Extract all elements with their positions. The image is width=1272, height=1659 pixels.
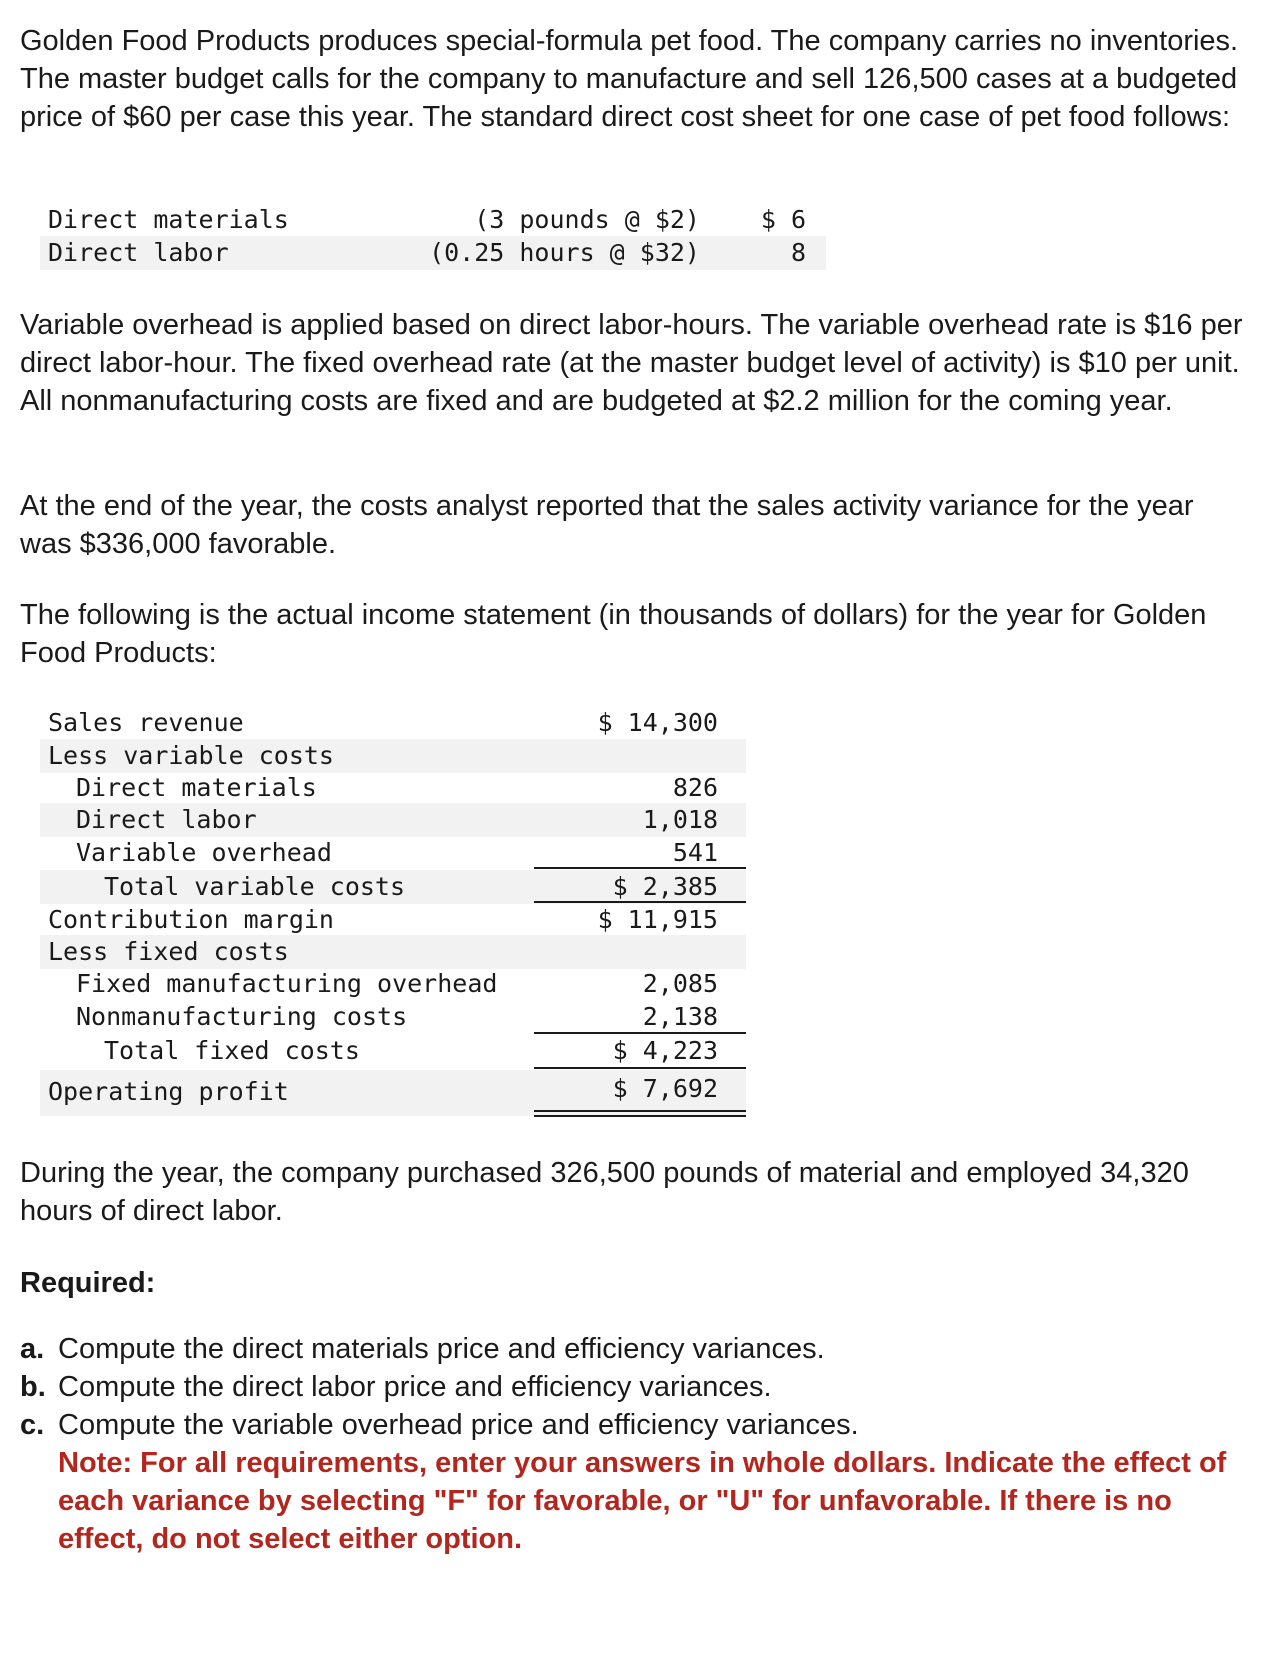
value: $ 14,300 [597, 708, 718, 737]
cost-amount: $ 6 [760, 205, 806, 234]
requirement-letter: b. [20, 1371, 46, 1403]
variance-paragraph: At the end of the year, the costs analyst reported that the sales activity variance for the year was $336,000 favorable. [20, 490, 1194, 560]
value: 826 [672, 773, 718, 802]
row-direct-labor [40, 803, 746, 837]
overhead-paragraph: Variable overhead is applied based on direct labor-hours. The variable overhead rate is $16 per direct labor-hour. The fixed overhead rate (at the master budget level of activity) is $10 per unit. All nonmanufacturing costs are fixed and are budgeted at $2.2 million for the coming year. [20, 309, 1243, 417]
row-less-fixed-costs [40, 935, 746, 969]
label: Sales revenue [48, 708, 244, 737]
subtotal-rule [534, 867, 746, 869]
value: $ 4,223 [612, 1036, 718, 1065]
cost-detail: (0.25 hours @ $32) [429, 238, 700, 267]
double-rule-top [534, 1110, 746, 1112]
label: Operating profit [48, 1077, 289, 1106]
cost-label: Direct materials [48, 205, 289, 234]
statement-intro-paragraph: The following is the actual income statement (in thousands of dollars) for the year for Golden Food Products: [20, 599, 1207, 669]
row-variable-overhead [40, 836, 746, 870]
label: Variable overhead [76, 838, 332, 867]
row-nonmanufacturing-costs [40, 1000, 746, 1034]
requirement-text: Compute the direct labor price and efficiency variances. [58, 1371, 772, 1403]
row-contribution-margin [40, 903, 746, 937]
requirement-a [20, 1330, 1260, 1368]
label: Less fixed costs [48, 937, 289, 966]
requirement-text: Compute the direct materials price and efficiency variances. [58, 1333, 825, 1365]
value: 2,085 [642, 969, 718, 998]
requirements-list [20, 1330, 1260, 1558]
label: Direct materials [76, 773, 317, 802]
value: 1,018 [642, 805, 718, 834]
label: Total fixed costs [104, 1036, 360, 1065]
requirement-letter: a. [20, 1333, 45, 1365]
cost-detail: (3 pounds @ $2) [474, 205, 700, 234]
subtotal-rule [534, 1067, 746, 1069]
row-sales-revenue [40, 706, 746, 740]
requirement-b [20, 1368, 1260, 1406]
label: Total variable costs [104, 872, 406, 901]
row-direct-materials [40, 771, 746, 805]
cost-label: Direct labor [48, 238, 229, 267]
cost-row-direct-labor [40, 236, 826, 270]
required-heading: Required: [20, 1267, 156, 1299]
row-fixed-manufacturing-overhead [40, 967, 746, 1001]
value: $ 11,915 [597, 905, 718, 934]
cost-amount: 8 [790, 238, 806, 267]
row-total-fixed-costs [40, 1034, 746, 1068]
value: 2,138 [642, 1002, 718, 1031]
answer-format-note: Note: For all requirements, enter your answers in whole dollars. Indicate the effect of each variance by selecting "F" for favorable, or "U" for unfavorable. If there is no effect, do not select either option. [58, 1447, 1227, 1555]
row-less-variable-costs [40, 739, 746, 773]
label: Direct labor [76, 805, 257, 834]
value: $ 2,385 [612, 872, 718, 901]
double-rule-bottom [534, 1115, 746, 1117]
requirement-letter: c. [20, 1409, 45, 1441]
label: Fixed manufacturing overhead [76, 969, 498, 998]
value: $ 7,692 [612, 1074, 718, 1103]
requirement-text: Compute the variable overhead price and efficiency variances. [58, 1409, 859, 1441]
label: Nonmanufacturing costs [76, 1002, 408, 1031]
cost-row-direct-materials [40, 203, 826, 237]
value: 541 [672, 838, 718, 867]
label: Contribution margin [48, 905, 334, 934]
requirement-c [20, 1406, 1260, 1444]
label: Less variable costs [48, 741, 334, 770]
purchase-paragraph: During the year, the company purchased 326,500 pounds of material and employed 34,320 hours of direct labor. [20, 1157, 1189, 1227]
intro-paragraph: Golden Food Products produces special-formula pet food. The company carries no inventories. The master budget calls for the company to manufacture and sell 126,500 cases at a budgeted price of $60 per case this year. The standard direct cost sheet for one case of pet food follows: [20, 25, 1239, 133]
row-total-variable-costs [40, 870, 746, 904]
